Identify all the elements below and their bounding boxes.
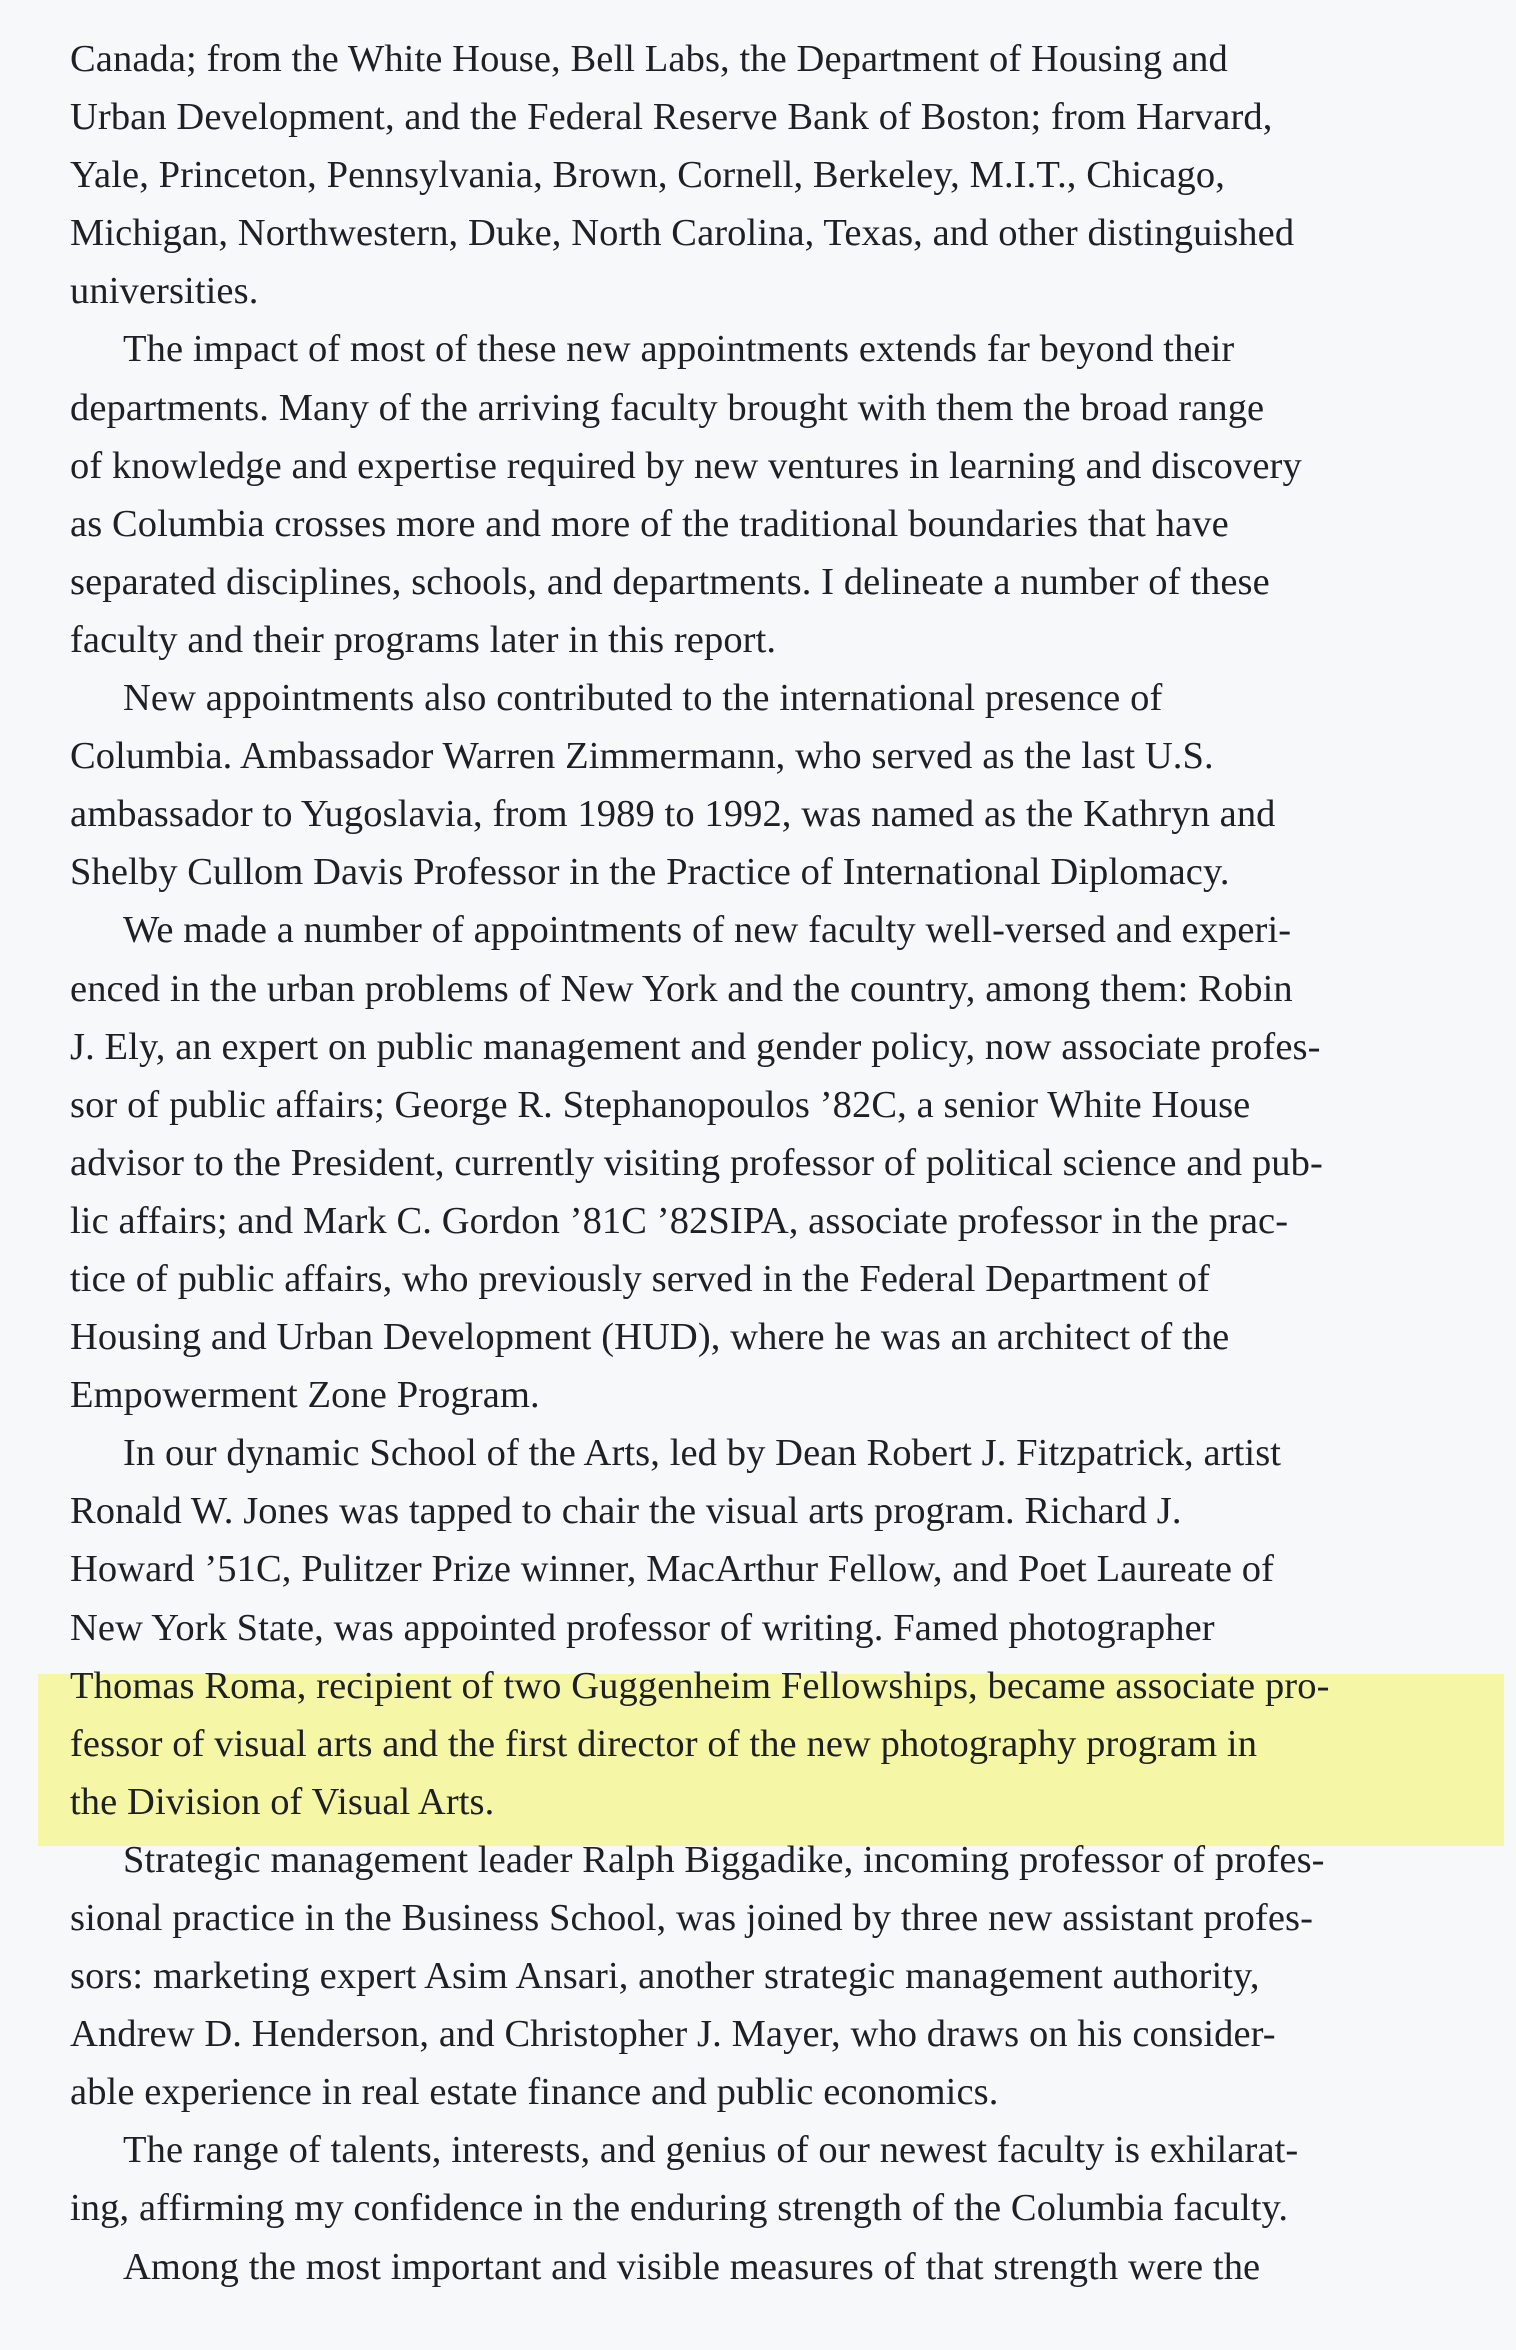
text-line: ing, affirming my confidence in the enduring strength of the Columbia faculty. <box>70 2187 1289 2230</box>
text-line: advisor to the President, currently visiting professor of political science and pub- <box>70 1141 1323 1184</box>
text-line: Among the most important and visible measures of that strength were the <box>123 2245 1261 2288</box>
text-line: faculty and their programs later in this report. <box>70 618 777 661</box>
text-line: separated disciplines, schools, and departments. I delineate a number of these <box>70 560 1270 603</box>
text-line: ambassador to Yugoslavia, from 1989 to 1992, was named as the Kathryn and <box>70 793 1276 836</box>
highlighted-text-line: fessor of visual arts and the first director of the new photography program in <box>70 1722 1258 1765</box>
text-line: Ronald W. Jones was tapped to chair the visual arts program. Richard J. <box>70 1490 1182 1533</box>
text-line: Shelby Cullom Davis Professor in the Practice of International Diplomacy. <box>70 851 1230 894</box>
text-line: sional practice in the Business School, was joined by three new assistant profes- <box>70 1897 1314 1939</box>
text-line: of knowledge and expertise required by new ventures in learning and discovery <box>70 444 1302 487</box>
highlighted-text-line: the Division of Visual Arts. <box>70 1780 495 1823</box>
text-line: In our dynamic School of the Arts, led by Dean Robert J. Fitzpatrick, artist <box>123 1432 1282 1475</box>
text-line: Canada; from the White House, Bell Labs, the Department of Housing and <box>70 38 1228 80</box>
text-line: as Columbia crosses more and more of the traditional boundaries that have <box>70 502 1229 545</box>
text-line: sor of public affairs; George R. Stephanopoulos ’82C, a senior White House <box>70 1083 1251 1126</box>
text-line: J. Ely, an expert on public management and gender policy, now associate profes- <box>70 1025 1321 1068</box>
text-line: The range of talents, interests, and genius of our newest faculty is exhilarat- <box>123 2129 1299 2172</box>
text-line: Columbia. Ambassador Warren Zimmermann, who served as the last U.S. <box>70 735 1214 778</box>
text-line: universities. <box>70 270 259 313</box>
highlighted-text-line: Thomas Roma, recipient of two Guggenheim Fellowships, became associate pro- <box>70 1664 1330 1707</box>
text-line: Urban Development, and the Federal Reserve Bank of Boston; from Harvard, <box>70 96 1273 139</box>
text-line: tice of public affairs, who previously served in the Federal Department of <box>70 1257 1210 1300</box>
text-line: The impact of most of these new appointments extends far beyond their <box>123 328 1235 371</box>
text-line: Andrew D. Henderson, and Christopher J. Mayer, who draws on his consider- <box>70 2013 1276 2056</box>
text-line: enced in the urban problems of New York and the country, among them: Robin <box>70 967 1293 1010</box>
body-text <box>70 30 1470 2296</box>
text-line: departments. Many of the arriving faculty brought with them the broad range <box>70 386 1265 429</box>
text-line: We made a number of appointments of new faculty well-versed and experi- <box>123 909 1292 952</box>
text-line: Strategic management leader Ralph Biggadike, incoming professor of profes- <box>123 1838 1325 1881</box>
text-line: Howard ’51C, Pulitzer Prize winner, MacArthur Fellow, and Poet Laureate of <box>70 1548 1275 1591</box>
text-line: lic affairs; and Mark C. Gordon ’81C ’82SIPA, associate professor in the prac- <box>70 1199 1289 1242</box>
text-line: able experience in real estate finance and public economics. <box>70 2071 999 2114</box>
text-line: sors: marketing expert Asim Ansari, another strategic management authority, <box>70 1955 1260 1998</box>
text-line: New York State, was appointed professor of writing. Famed photographer <box>70 1606 1215 1649</box>
text-line: Michigan, Northwestern, Duke, North Carolina, Texas, and other distinguished <box>70 212 1295 255</box>
text-line: Empowerment Zone Program. <box>70 1374 540 1417</box>
text-line: New appointments also contributed to the international presence of <box>123 677 1163 720</box>
text-line: Yale, Princeton, Pennsylvania, Brown, Cornell, Berkeley, M.I.T., Chicago, <box>70 154 1225 197</box>
text-line: Housing and Urban Development (HUD), where he was an architect of the <box>70 1316 1230 1359</box>
